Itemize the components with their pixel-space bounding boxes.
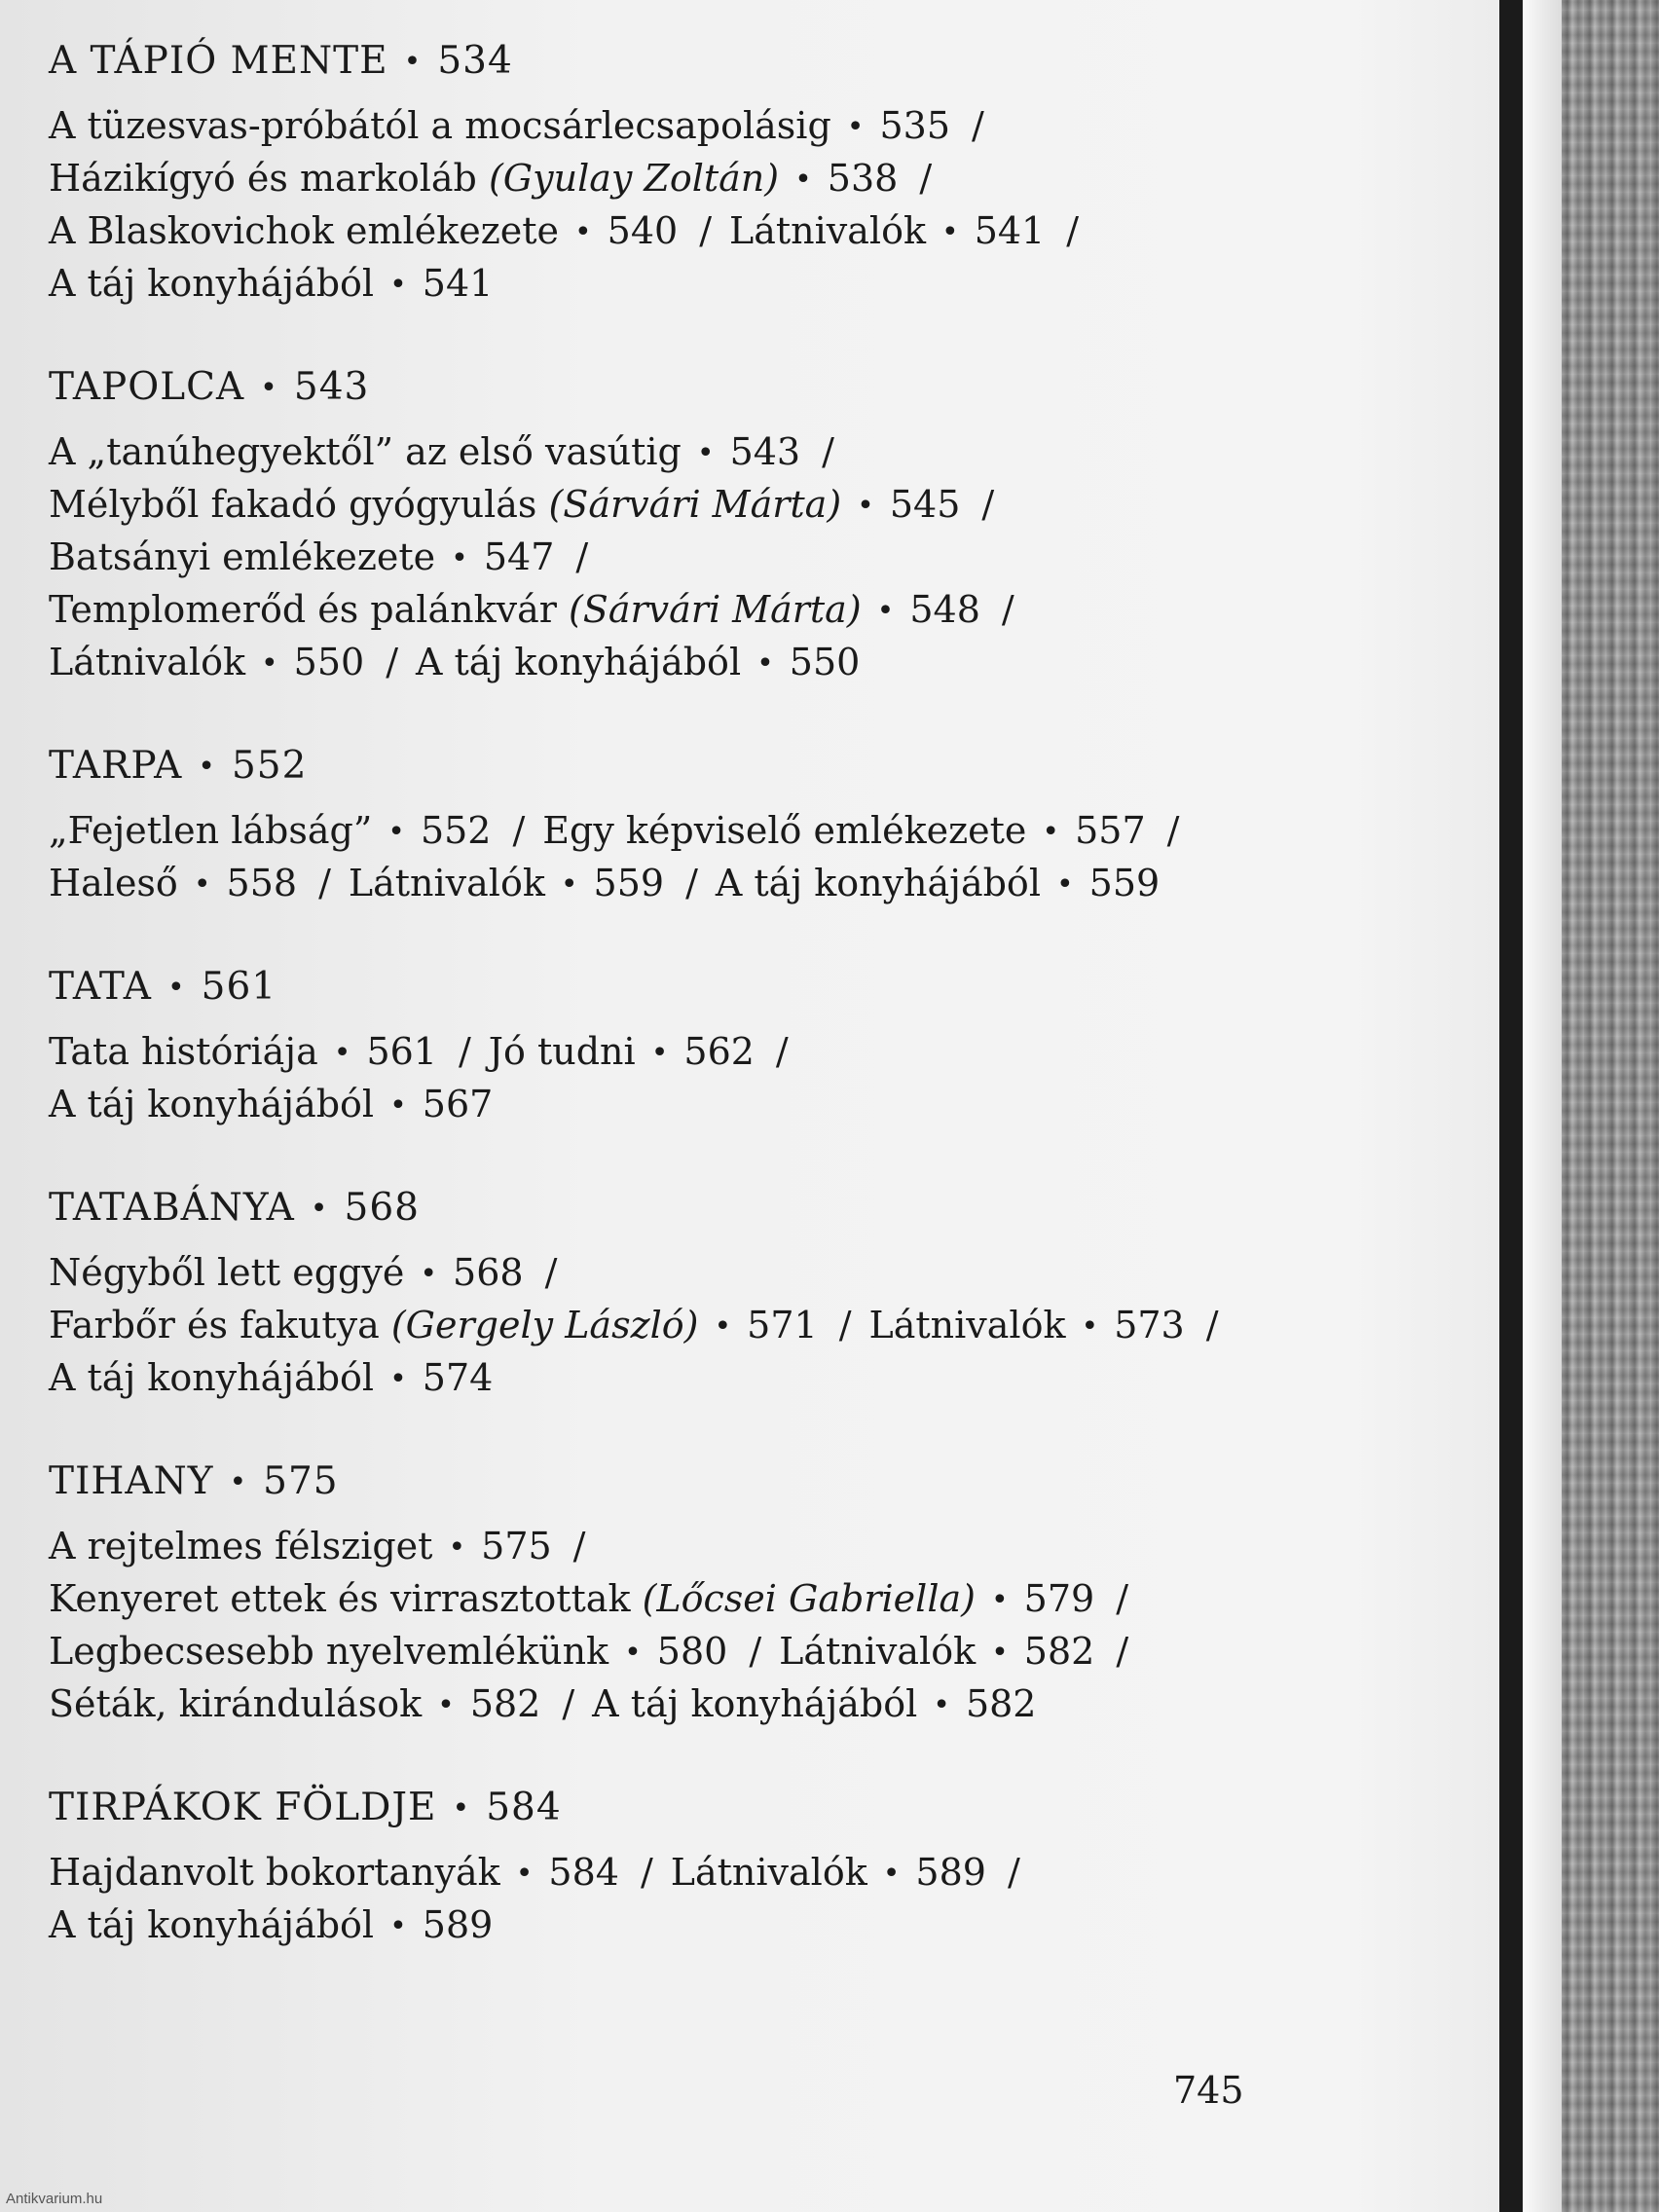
- entry-title: Séták, kirándulások: [49, 1682, 423, 1725]
- toc-section: [49, 39, 1198, 311]
- entry-title: „Fejetlen lábság”: [49, 809, 373, 852]
- bullet-separator: •: [389, 1362, 407, 1396]
- section-page: 584: [486, 1786, 562, 1829]
- watermark: Antikvarium.hu: [6, 2191, 103, 2207]
- slash-separator: /: [981, 483, 995, 526]
- entry-title: Haleső: [49, 862, 178, 904]
- section-heading: [49, 1186, 1198, 1230]
- slash-separator: /: [1166, 809, 1180, 852]
- slash-separator: /: [575, 535, 589, 578]
- bullet-separator: •: [387, 815, 405, 849]
- bullet-separator: •: [991, 1636, 1009, 1670]
- slash-separator: /: [386, 641, 399, 683]
- toc-entry: [49, 1577, 1094, 1620]
- bullet-separator: •: [166, 971, 186, 1005]
- entry-title: A táj konyhájából: [715, 862, 1041, 904]
- entry-title: A „tanúhegyektől” az első vasútig: [49, 430, 682, 473]
- bullet-separator: •: [1055, 867, 1074, 902]
- slash-separator: /: [919, 157, 933, 200]
- toc-entry: [49, 1525, 552, 1567]
- toc-line: [49, 205, 1198, 258]
- toc-entry: [716, 862, 1160, 904]
- background-texture: [1562, 0, 1659, 2212]
- toc-entry: [779, 1630, 1094, 1673]
- toc-section: [49, 1786, 1198, 1952]
- toc-entry: [49, 1030, 437, 1073]
- toc-line: [49, 1899, 1198, 1952]
- entry-author: (Gergely László): [390, 1304, 699, 1346]
- toc-section: [49, 965, 1198, 1131]
- toc-line: [49, 426, 1198, 479]
- slash-separator: /: [1001, 588, 1014, 631]
- entry-page: 562: [683, 1030, 755, 1073]
- toc-line: [49, 258, 1198, 311]
- entry-title: Látnivalók: [868, 1304, 1066, 1346]
- toc-entry: [349, 862, 664, 904]
- bullet-separator: •: [1042, 815, 1060, 849]
- entry-page: 582: [965, 1682, 1037, 1725]
- toc-entry: [729, 209, 1045, 252]
- bullet-separator: •: [846, 110, 865, 144]
- toc-entry: [489, 1030, 755, 1073]
- toc-entry: [49, 535, 554, 578]
- bullet-separator: •: [260, 646, 278, 681]
- entry-page: 550: [789, 641, 861, 683]
- entry-page: 568: [453, 1251, 524, 1294]
- toc-entry: [49, 862, 297, 904]
- slash-separator: /: [685, 862, 698, 904]
- entry-title: Hajdanvolt bokortanyák: [49, 1851, 500, 1894]
- toc-section: [49, 1186, 1219, 1405]
- bullet-separator: •: [260, 371, 278, 405]
- toc-entry: [416, 641, 860, 683]
- entry-page: 550: [293, 641, 365, 683]
- entry-title: Látnivalók: [729, 209, 926, 252]
- toc-entry: [49, 1356, 493, 1399]
- slash-separator: /: [1116, 1630, 1129, 1673]
- section-title: A TÁPIÓ MENTE: [49, 39, 388, 83]
- bullet-separator: •: [451, 541, 468, 575]
- section-page: 575: [263, 1459, 339, 1503]
- toc-entry: [49, 1083, 493, 1125]
- entry-page: 538: [827, 157, 899, 200]
- bullet-separator: •: [333, 1036, 351, 1070]
- entry-title: A táj konyhájából: [416, 641, 742, 683]
- toc-line: [49, 805, 1198, 858]
- entry-title: Egy képviselő emlékezete: [542, 809, 1027, 852]
- bullet-separator: •: [560, 867, 578, 902]
- bullet-separator: •: [933, 1688, 950, 1722]
- toc-line: [49, 153, 1198, 205]
- section-title: TATABÁNYA: [49, 1186, 295, 1230]
- entry-title: A táj konyhájából: [49, 1356, 375, 1399]
- slash-separator: /: [1116, 1577, 1128, 1620]
- entry-page: 548: [909, 588, 980, 631]
- section-heading: [49, 965, 1198, 1009]
- bullet-separator: •: [515, 1857, 534, 1891]
- bullet-separator: •: [990, 1583, 1009, 1617]
- entry-page: 540: [607, 209, 679, 252]
- slash-separator: /: [838, 1304, 852, 1346]
- toc-entry: [49, 157, 898, 200]
- bullet-separator: •: [940, 215, 959, 249]
- section-title: TARPA: [49, 744, 183, 788]
- entry-title: Legbecsesebb nyelvemlékünk: [49, 1630, 609, 1673]
- book-cover-edge: [1523, 0, 1562, 2212]
- section-title: TATA: [49, 965, 152, 1009]
- bullet-separator: •: [448, 1530, 466, 1565]
- entry-title: Látnivalók: [49, 641, 245, 683]
- entry-title: A táj konyhájából: [49, 262, 375, 305]
- toc-line: [49, 479, 1198, 532]
- book-spine: [1499, 0, 1523, 2212]
- toc-entry: [49, 262, 493, 305]
- toc-entry: [49, 1630, 727, 1673]
- entry-page: 541: [974, 209, 1046, 252]
- entry-author: (Gyulay Zoltán): [488, 157, 780, 200]
- section-heading: [49, 365, 1198, 409]
- slash-separator: /: [458, 1030, 471, 1073]
- slash-separator: /: [572, 1525, 586, 1567]
- entry-page: 558: [226, 862, 298, 904]
- section-page: 561: [201, 965, 277, 1009]
- toc-line: [49, 100, 1198, 153]
- entry-title: Kenyeret ettek és virrasztottak: [49, 1577, 631, 1620]
- entry-title: A táj konyhájából: [49, 1083, 375, 1125]
- section-page: 568: [344, 1186, 420, 1230]
- entry-page: 584: [548, 1851, 619, 1894]
- table-of-contents: [49, 39, 1219, 2007]
- slash-separator: /: [1007, 1851, 1020, 1894]
- toc-entry: [592, 1682, 1036, 1725]
- bullet-separator: •: [573, 215, 592, 249]
- bullet-separator: •: [437, 1688, 455, 1722]
- toc-line: [49, 1026, 1198, 1079]
- entry-title: Négyből lett eggyé: [49, 1251, 405, 1294]
- toc-section: [49, 1459, 1198, 1731]
- toc-entry: [49, 1682, 540, 1725]
- entry-page: 571: [747, 1304, 818, 1346]
- entry-page: 541: [422, 262, 494, 305]
- bullet-separator: •: [882, 1857, 901, 1891]
- entry-title: Tata históriája: [49, 1030, 318, 1073]
- entry-page: 589: [422, 1903, 494, 1946]
- toc-entry: [49, 209, 678, 252]
- toc-line: [49, 858, 1198, 910]
- toc-line: [49, 1247, 1198, 1300]
- bullet-separator: •: [389, 1088, 407, 1123]
- section-title: TIHANY: [49, 1459, 214, 1503]
- bullet-separator: •: [198, 750, 216, 784]
- entry-author: (Sárvári Márta): [568, 588, 862, 631]
- bullet-separator: •: [756, 646, 774, 681]
- toc-line: [49, 1352, 1198, 1405]
- bullet-separator: •: [420, 1257, 438, 1291]
- section-heading: [49, 1459, 1198, 1503]
- slash-separator: /: [562, 1682, 575, 1725]
- entry-page: 582: [1023, 1630, 1095, 1673]
- toc-entry: [49, 1851, 619, 1894]
- bullet-separator: •: [696, 436, 715, 470]
- toc-line: [49, 1573, 1198, 1626]
- entry-page: 561: [366, 1030, 437, 1073]
- bullet-separator: •: [229, 1465, 248, 1499]
- entry-title: Jó tudni: [488, 1030, 636, 1073]
- slash-separator: /: [318, 862, 331, 904]
- entry-title: Templomerőd és palánkvár: [49, 588, 557, 631]
- toc-entry: [49, 809, 491, 852]
- slash-separator: /: [749, 1630, 762, 1673]
- bullet-separator: •: [403, 45, 423, 79]
- entry-title: A Blaskovichok emlékezete: [49, 209, 559, 252]
- toc-line: [49, 1626, 1198, 1678]
- entry-page: 552: [420, 809, 492, 852]
- bullet-separator: •: [650, 1036, 669, 1070]
- entry-page: 574: [422, 1356, 494, 1399]
- toc-line: [49, 1521, 1198, 1573]
- entry-title: A rejtelmes félsziget: [49, 1525, 433, 1567]
- toc-line: [49, 1300, 1219, 1352]
- slash-separator: /: [822, 430, 834, 473]
- toc-line: [49, 637, 1198, 689]
- section-heading: [49, 744, 1198, 788]
- bullet-separator: •: [876, 594, 895, 628]
- entry-title: A tüzesvas-próbától a mocsárlecsapolásig: [49, 104, 831, 147]
- entry-title: Látnivalók: [779, 1630, 977, 1673]
- section-title: TIRPÁKOK FÖLDJE: [49, 1786, 437, 1829]
- slash-separator: /: [640, 1851, 653, 1894]
- entry-author: (Lőcsei Gabriella): [642, 1577, 976, 1620]
- entry-page: 535: [879, 104, 951, 147]
- bullet-separator: •: [452, 1791, 471, 1825]
- slash-separator: /: [512, 809, 526, 852]
- section-title: TAPOLCA: [49, 365, 245, 409]
- bullet-separator: •: [389, 1909, 407, 1943]
- slash-separator: /: [699, 209, 713, 252]
- toc-section: [49, 365, 1198, 689]
- entry-page: 567: [422, 1083, 494, 1125]
- entry-page: 543: [729, 430, 801, 473]
- toc-line: [49, 532, 1198, 584]
- slash-separator: /: [1066, 209, 1080, 252]
- entry-page: 579: [1023, 1577, 1095, 1620]
- bullet-separator: •: [857, 489, 874, 523]
- entry-title: A táj konyhájából: [592, 1682, 918, 1725]
- toc-entry: [49, 1304, 818, 1346]
- toc-line: [49, 1847, 1198, 1899]
- entry-page: 557: [1075, 809, 1146, 852]
- entry-page: 559: [1088, 862, 1161, 904]
- slash-separator: /: [544, 1251, 558, 1294]
- entry-title: Batsányi emlékezete: [49, 535, 436, 578]
- entry-page: 582: [469, 1682, 541, 1725]
- toc-entry: [49, 641, 364, 683]
- entry-title: Farbőr és fakutya: [49, 1304, 380, 1346]
- section-heading: [49, 1786, 1198, 1829]
- entry-title: A táj konyhájából: [49, 1903, 375, 1946]
- entry-author: (Sárvári Márta): [548, 483, 842, 526]
- toc-entry: [542, 809, 1145, 852]
- slash-separator: /: [972, 104, 984, 147]
- entry-page: 559: [593, 862, 665, 904]
- entry-page: 573: [1114, 1304, 1185, 1346]
- slash-separator: /: [1205, 1304, 1219, 1346]
- slash-separator: /: [775, 1030, 789, 1073]
- entry-title: Látnivalók: [348, 862, 545, 904]
- entry-page: 580: [656, 1630, 728, 1673]
- bullet-separator: •: [714, 1309, 732, 1344]
- toc-entry: [49, 104, 950, 147]
- entry-title: Házikígyó és markoláb: [49, 157, 477, 200]
- toc-line: [49, 1079, 1198, 1131]
- bullet-separator: •: [310, 1192, 329, 1226]
- toc-entry: [49, 1251, 524, 1294]
- toc-entry: [49, 430, 800, 473]
- section-page: 543: [293, 365, 370, 409]
- page-number: 745: [1173, 2069, 1244, 2112]
- bullet-separator: •: [389, 268, 407, 302]
- toc-entry: [49, 483, 960, 526]
- section-heading: [49, 39, 1198, 83]
- toc-entry: [671, 1851, 986, 1894]
- section-page: 534: [437, 39, 513, 83]
- entry-page: 575: [481, 1525, 552, 1567]
- entry-page: 545: [889, 483, 961, 526]
- bullet-separator: •: [193, 867, 211, 902]
- entry-title: Látnivalók: [670, 1851, 867, 1894]
- toc-entry: [49, 1903, 493, 1946]
- toc-entry: [49, 588, 980, 631]
- toc-section: [49, 744, 1198, 910]
- toc-entry: [869, 1304, 1185, 1346]
- bullet-separator: •: [794, 163, 812, 197]
- entry-page: 589: [915, 1851, 986, 1894]
- toc-line: [49, 584, 1198, 637]
- toc-line: [49, 1678, 1198, 1731]
- entry-title: Mélyből fakadó gyógyulás: [49, 483, 537, 526]
- section-page: 552: [231, 744, 308, 788]
- bullet-separator: •: [624, 1636, 642, 1670]
- bullet-separator: •: [1081, 1309, 1099, 1344]
- entry-page: 547: [483, 535, 555, 578]
